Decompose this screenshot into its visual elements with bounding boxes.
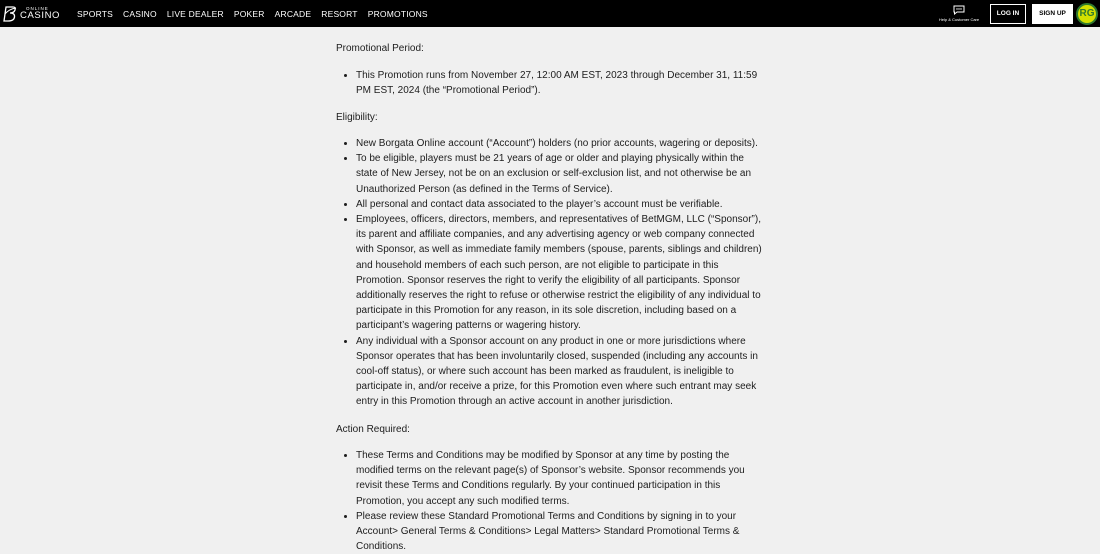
nav-casino[interactable]: CASINO (123, 8, 157, 19)
top-navigation-bar (0, 0, 1100, 27)
logo-online-text: ONLINE (26, 5, 49, 11)
list-item: Any individual with a Sponsor account on any product in one or more jurisdictions where Sponsor operates that has been involuntarily closed, suspended (including any accounts in cool-off status), or where such account has been marked as fraudulent, is ineligible to participate in, and/or receive a prize, for this Promotion even where such entrant may seek entry in this Promotion through an active account in another jurisdiction. (356, 334, 766, 410)
nav-sports[interactable]: SPORTS (77, 8, 114, 19)
eligibility-heading: Eligibility: (336, 112, 378, 123)
chat-bubble-icon (953, 5, 965, 15)
list-item: Employees, officers, directors, members, and representatives of BetMGM, LLC (“Sponsor”), its parent and affiliate companies, and any advertising agency or web company connected with Sponsor, as well as immediate family members (spouse, parents, siblings and children) and household members of each such person, are not eligible to participate in this Promotion. Sponsor reserves the right to verify the eligibility of all participants. Sponsor additionally reserves the right to refuse or otherwise restrict the eligibility of any individual to participate in this Promotion for any reason, in its sole discretion, including based on a participant’s wagering patterns or wagering history. (356, 212, 766, 334)
action-required-heading: Action Required: (336, 424, 410, 435)
help-button[interactable] (934, 0, 984, 27)
eligibility-list (356, 136, 766, 410)
list-item: New Borgata Online account (“Account”) holders (no prior accounts, wagering or deposits). (356, 136, 766, 151)
log-in-button[interactable]: LOG IN (990, 4, 1026, 24)
header-actions (934, 0, 1100, 27)
promotional-period-list (356, 68, 766, 98)
responsible-gaming-badge[interactable]: RG (1076, 3, 1098, 25)
logo-casino-text: CASINO (20, 10, 61, 21)
nav-arcade[interactable]: ARCADE (274, 8, 312, 19)
borgata-logo[interactable] (3, 0, 60, 27)
nav-live-dealer[interactable]: LIVE DEALER (166, 8, 224, 19)
sign-up-button[interactable]: SIGN UP (1032, 4, 1073, 24)
nav-resort[interactable]: RESORT (321, 8, 358, 19)
list-item: All personal and contact data associated to the player’s account must be verifiable. (356, 197, 766, 212)
borgata-b-logo-icon (3, 5, 17, 23)
help-label: Help & Customer Care (938, 17, 980, 22)
nav-poker[interactable]: POKER (233, 8, 265, 19)
main-nav (77, 9, 438, 19)
list-item: These Terms and Conditions may be modified by Sponsor at any time by posting the modified terms on the relevant page(s) of Sponsor’s website. Sponsor recommends you revisit these Terms and Conditions regularly. By your continued participation in this Promotion, you accept any such modified terms. (356, 448, 766, 509)
list-item: Please review these Standard Promotional Terms and Conditions by signing in to your Account> General Terms & Conditions> Legal Matters> Standard Promotional Terms & Conditions. (356, 509, 766, 554)
nav-promotions[interactable]: PROMOTIONS (367, 8, 428, 19)
list-item: To be eligible, players must be 21 years of age or older and playing physically within the state of New Jersey, not be on an exclusion or self-exclusion list, and not otherwise be an Unauthorized Person (as defined in the Terms of Service). (356, 151, 766, 197)
list-item: This Promotion runs from November 27, 12:00 AM EST, 2023 through December 31, 11:59 PM EST, 2024 (the “Promotional Period”). (356, 68, 766, 98)
promotional-period-heading: Promotional Period: (336, 43, 424, 54)
action-required-list (356, 448, 766, 554)
